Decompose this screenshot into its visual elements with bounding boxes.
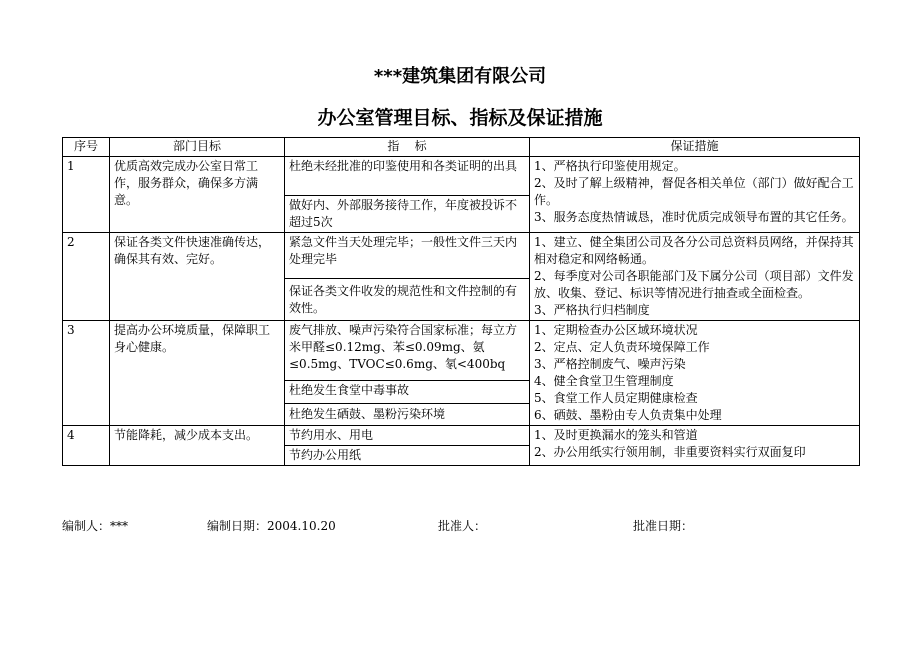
- document-title: 办公室管理目标、指标及保证措施: [317, 107, 603, 129]
- row-no: 2: [63, 233, 110, 321]
- row-indicator: 做好内、外部服务接待工作，年度被投诉不超过5次: [285, 196, 530, 233]
- row-indicator: 废气排放、噪声污染符合国家标准；每立方米甲醛≤0.12mg、苯≤0.09mg、氨≤0.5mg、TVOC≤0.6mg、氡<400bq: [285, 321, 530, 381]
- row-indicator: 杜绝发生硒鼓、墨粉污染环境: [285, 403, 530, 425]
- compile-date-label: 编制日期：: [207, 519, 268, 533]
- measure-item: 1、定期检查办公区域环境状况: [534, 323, 698, 337]
- compiler-field: [62, 517, 128, 534]
- row-no: 3: [63, 321, 110, 426]
- measure-item: 1、严格执行印鉴使用规定。: [534, 159, 686, 173]
- approve-date-label: 批准日期：: [633, 519, 694, 533]
- approver-label: 批准人：: [438, 519, 487, 533]
- approver-field: [438, 517, 486, 534]
- row-no: 1: [63, 157, 110, 233]
- compiler-label: 编制人：: [62, 519, 111, 533]
- row-goal: 优质高效完成办公室日常工作，服务群众，确保多方满意。: [110, 157, 285, 233]
- row-measures: [530, 321, 860, 426]
- measure-item: 1、及时更换漏水的笼头和管道: [534, 428, 698, 442]
- row-no: 4: [63, 426, 110, 466]
- row-indicator: 杜绝发生食堂中毒事故: [285, 381, 530, 403]
- row-indicator: 保证各类文件收发的规范性和文件控制的有效性。: [285, 279, 530, 321]
- row-indicator: 节约用水、用电: [285, 426, 530, 446]
- targets-table: [62, 137, 860, 466]
- row-measures: [530, 157, 860, 233]
- measure-item: 5、食堂工作人员定期健康检查: [534, 391, 698, 405]
- table-header-row: [63, 138, 860, 157]
- company-title: ***建筑集团有限公司: [373, 66, 547, 87]
- row-goal: 保证各类文件快速准确传达，确保其有效、完好。: [110, 233, 285, 321]
- row-goal: 提高办公环境质量，保障职工身心健康。: [110, 321, 285, 426]
- table-row: [63, 233, 860, 279]
- measure-item: 4、健全食堂卫生管理制度: [534, 374, 674, 388]
- measure-item: 3、严格控制废气、噪声污染: [534, 357, 686, 371]
- measure-item: 2、每季度对公司各职能部门及下属分公司（项目部）文件发放、收集、登记、标识等情况进行抽查或全面检查。: [534, 269, 854, 300]
- compile-date-value: 2004.10.20: [267, 519, 336, 533]
- header-no: 序号: [63, 138, 110, 157]
- row-indicator: 杜绝未经批准的印鉴使用和各类证明的出具: [285, 157, 530, 196]
- measure-item: 3、严格执行归档制度: [534, 303, 650, 317]
- measure-item: 1、建立、健全集团公司及各分公司总资料员网络，并保持其相对稳定和网络畅通。: [534, 235, 854, 266]
- compile-date-field: [207, 517, 336, 534]
- measure-item: 6、硒鼓、墨粉由专人负责集中处理: [534, 408, 722, 422]
- measure-item: 2、定点、定人负责环境保障工作: [534, 340, 710, 354]
- table-row: [63, 157, 860, 196]
- row-indicator: 紧急文件当天处理完毕；一般性文件三天内处理完毕: [285, 233, 530, 279]
- approve-date-field: [633, 517, 693, 534]
- row-indicator: 节约办公用纸: [285, 446, 530, 466]
- compiler-value: ***: [110, 519, 129, 533]
- measure-item: 2、办公用纸实行领用制，非重要资料实行双面复印: [534, 445, 806, 459]
- row-measures: [530, 233, 860, 321]
- measure-item: 2、及时了解上级精神，督促各相关单位（部门）做好配合工作。: [534, 176, 854, 207]
- table-row: [63, 321, 860, 381]
- measure-item: 3、服务态度热情诚恳，准时优质完成领导布置的其它任务。: [534, 210, 854, 224]
- row-measures: [530, 426, 860, 466]
- header-measures: 保证措施: [530, 138, 860, 157]
- table-row: [63, 426, 860, 446]
- row-goal: 节能降耗，减少成本支出。: [110, 426, 285, 466]
- header-indicator: 指 标: [285, 138, 530, 157]
- header-goal: 部门目标: [110, 138, 285, 157]
